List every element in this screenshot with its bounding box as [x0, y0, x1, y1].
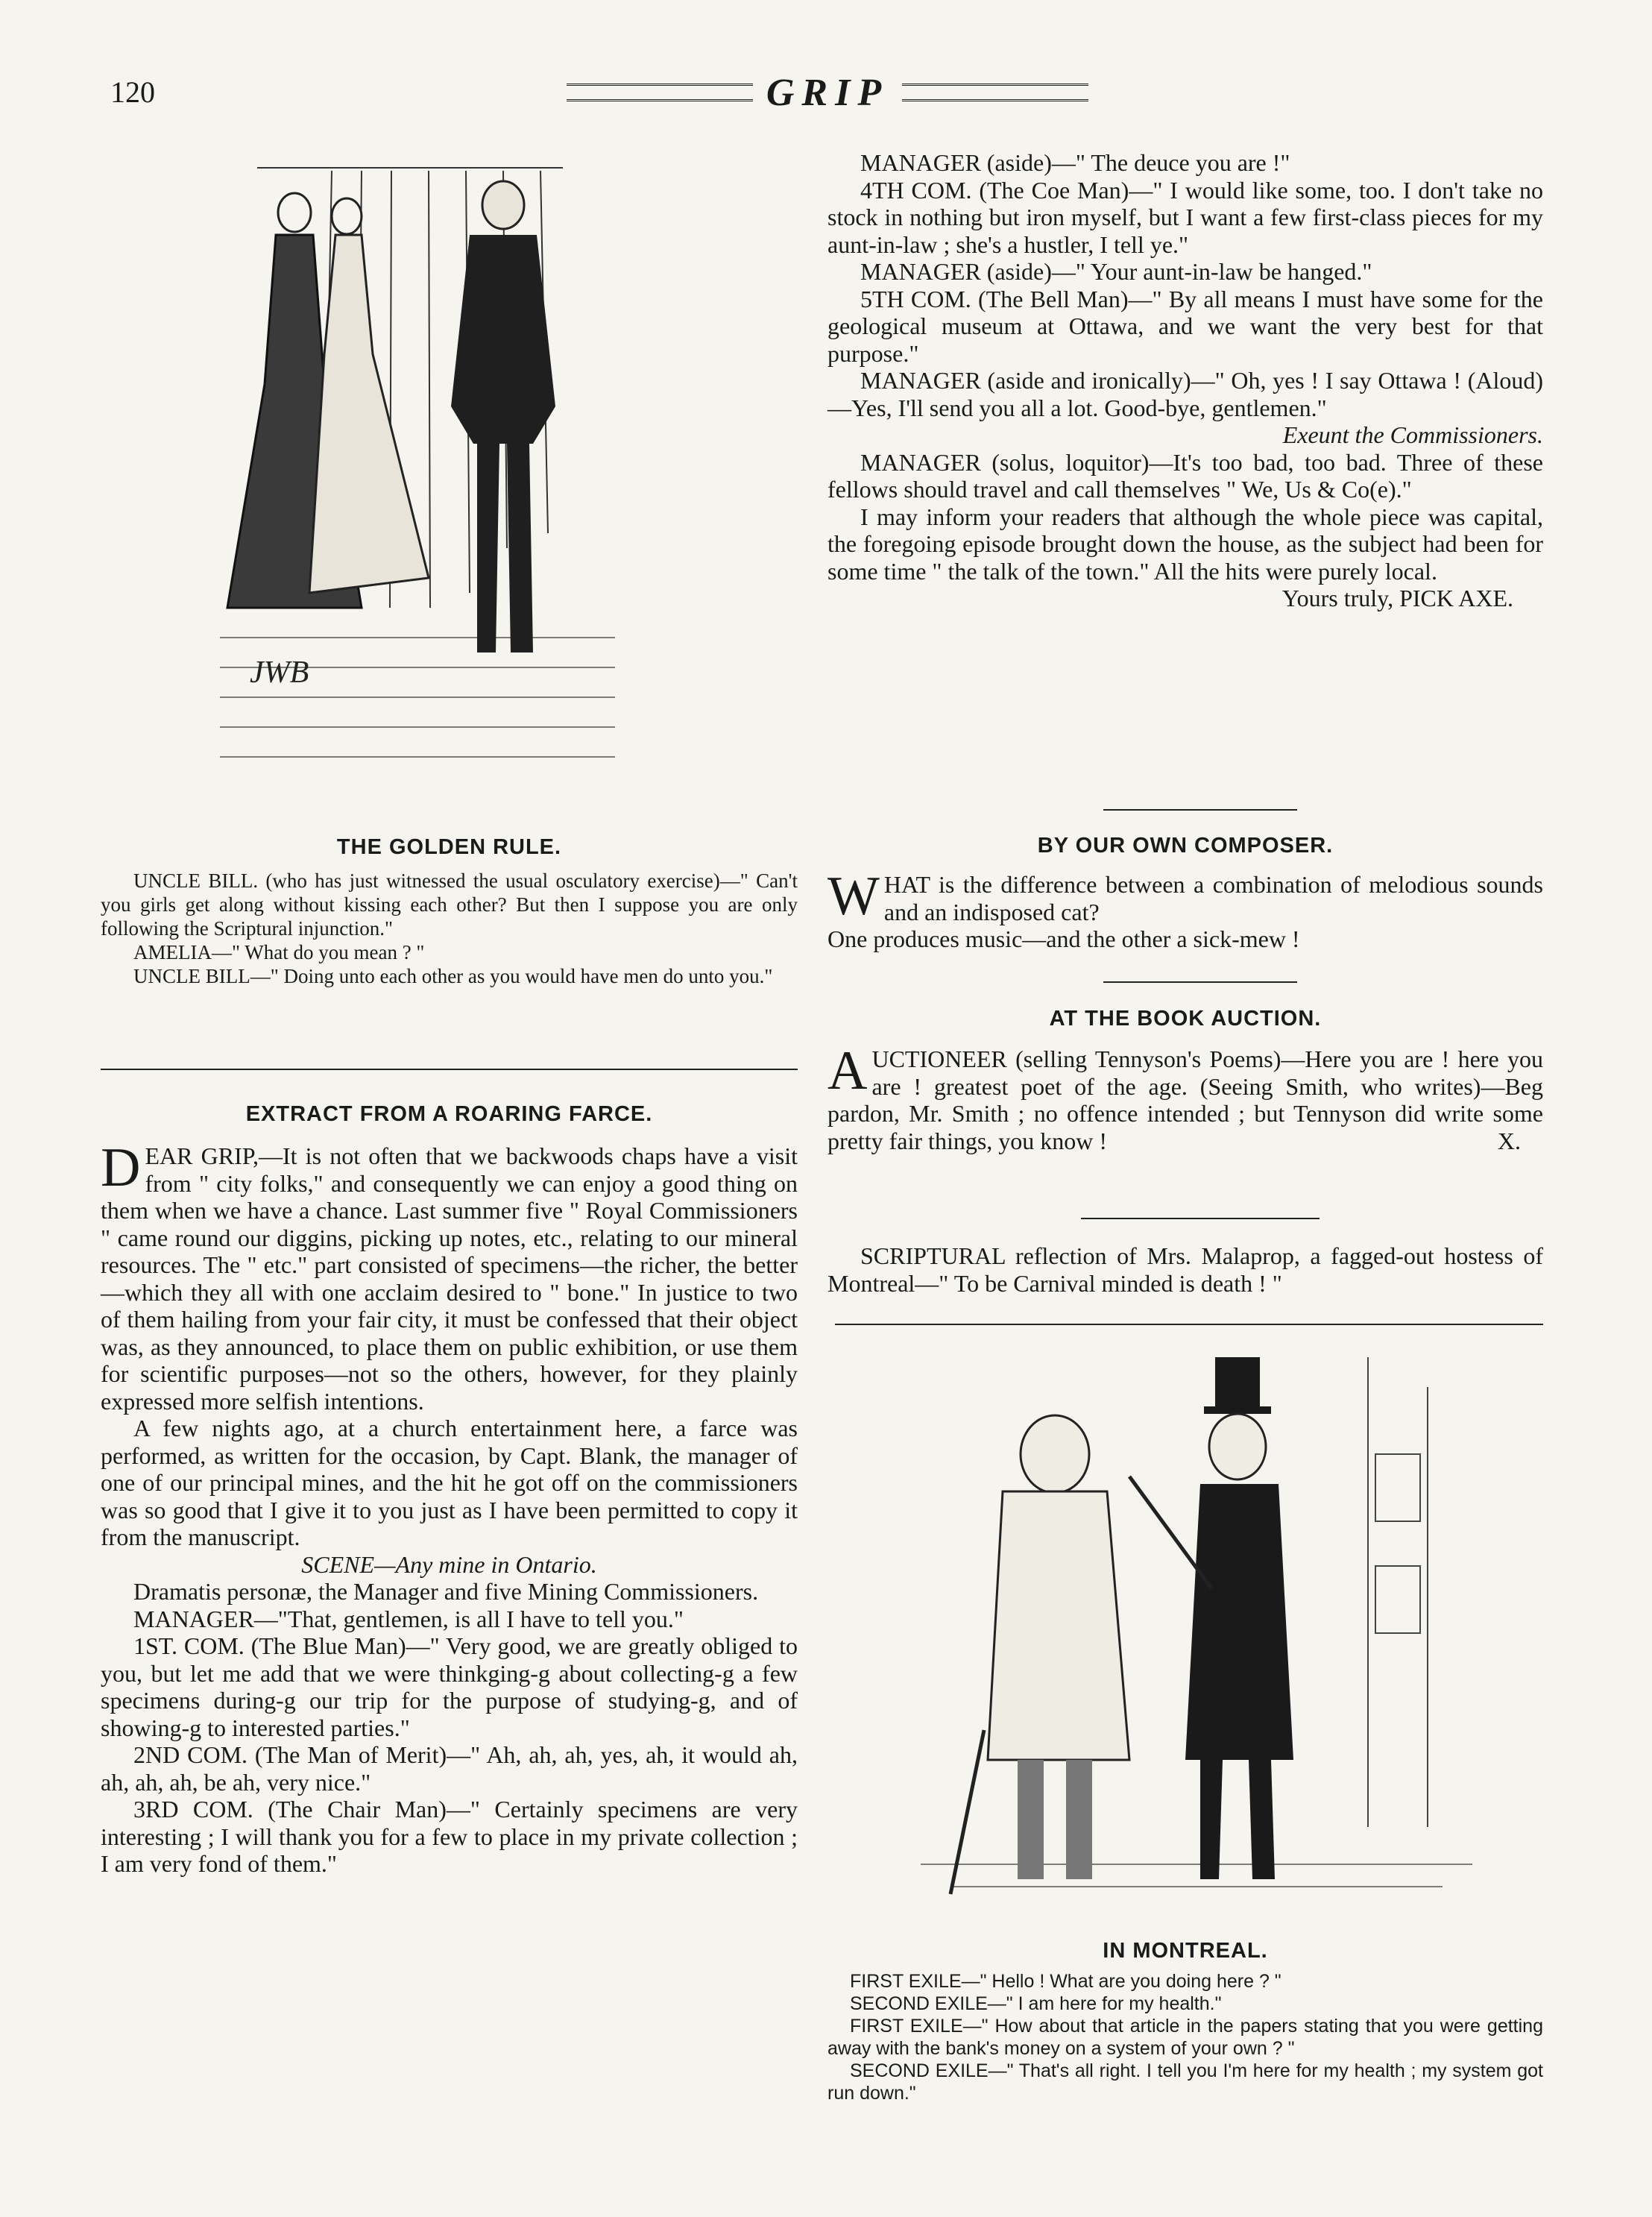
golden-rule-illustration	[212, 160, 630, 831]
farce-title: EXTRACT FROM A ROARING FARCE.	[245, 1102, 653, 1126]
farce-paragraph: A few nights ago, at a church entertainment here, a farce was performed, as written for the occasion, by Capt. Blank, the manager of one of our principal mines, and the hit he got off on the commissioners was so good that I give it to you just as I have been permitted to copy it from the manuscript.	[101, 1415, 798, 1550]
farce-scene: SCENE—Any mine in Ontario.	[301, 1550, 597, 1578]
farce-paragraph: 3RD COM. (The Chair Man)—" Certainly specimens are very interesting ; I will thank you for a few to place in my private collection ; I am very fond of them."	[101, 1796, 798, 1877]
golden-rule-dialogue	[101, 869, 798, 988]
composer-paragraph: HAT is the difference between a combination of melodious sounds and an indisposed cat?	[883, 871, 1543, 925]
auction-title: AT THE BOOK AUCTION.	[1049, 1007, 1322, 1031]
farce-paragraph: MANAGER (solus, loquitor)—It's too bad, too bad. Three of these fellows should travel and call themselves " We, Us & Co(e)."	[827, 448, 1543, 503]
farce-paragraph: MANAGER—"That, gentlemen, is all I have to tell you."	[133, 1605, 684, 1632]
composer-paragraph: One produces music—and the other a sick-mew !	[827, 925, 1300, 952]
farce-paragraph: 1ST. COM. (The Blue Man)—" Very good, we are greatly obliged to you, but let me add that we were thinkging-g about collecting-g a few specimens during-g our trip for the purpose of studying-g, and of showing-g to interested parties."	[101, 1632, 798, 1741]
montreal-dialogue	[827, 1970, 1543, 2104]
farce-paragraph: MANAGER (aside and ironically)—" Oh, yes ! I say Ottawa ! (Aloud)—Yes, I'll send you all a lot. Good-bye, gentlemen."	[827, 367, 1543, 421]
farce-signature: Yours truly, PICK AXE.	[1281, 585, 1513, 611]
divider	[1103, 809, 1297, 811]
divider	[1103, 981, 1297, 983]
auction-dropcap: A	[827, 1040, 868, 1101]
montreal-title: IN MONTREAL.	[1103, 1939, 1268, 1963]
golden-rule-line: UNCLE BILL—" Doing unto each other as you would have men do unto you."	[133, 965, 773, 987]
page-number: 120	[110, 75, 155, 109]
golden-rule-title: THE GOLDEN RULE.	[336, 835, 562, 859]
composer-title: BY OUR OWN COMPOSER.	[1037, 834, 1334, 858]
farce-paragraph: 5TH COM. (The Bell Man)—" By all means I must have some for the geological museum at Ottawa, and we want the very best for that purpose."	[827, 285, 1543, 367]
farce-article	[101, 1137, 798, 1878]
montreal-line: FIRST EXILE—" Hello ! What are you doing here ? "	[850, 1971, 1281, 1992]
montreal-line: SECOND EXILE—" I am here for my health."	[850, 1993, 1222, 2014]
divider	[835, 1324, 1543, 1325]
golden-rule-line: AMELIA—" What do you mean ? "	[133, 941, 425, 963]
farce-paragraph: MANAGER (aside)—" The deuce you are !"	[860, 149, 1290, 176]
masthead-title: GRIP	[766, 71, 889, 114]
farce-continued	[827, 149, 1543, 612]
farce-persons: Dramatis personæ, the Manager and five Mining Commissioners.	[133, 1578, 759, 1605]
composer-article	[827, 866, 1543, 953]
composer-dropcap: W	[827, 866, 880, 927]
masthead	[567, 70, 1088, 115]
auction-paragraph: UCTIONEER (selling Tennyson's Poems)—Here you are ! here you are ! greatest poet of the age. (Seeing Smith, who writes)—Beg pardon, Mr. Smith ; no offence intended ; but Tennyson did write some pretty fair things, you know !	[827, 1045, 1543, 1154]
divider	[101, 1069, 798, 1070]
farce-paragraph: 2ND COM. (The Man of Merit)—" Ah, ah, ah, yes, ah, it would ah, ah, ah, ah, be ah, very nice."	[101, 1741, 798, 1796]
malaprop-paragraph: SCRIPTURAL reflection of Mrs. Malaprop, a fagged-out hostess of Montreal—" To be Carnival minded is death ! "	[827, 1242, 1543, 1297]
montreal-line: SECOND EXILE—" That's all right. I tell you I'm here for my health ; my system got run down."	[827, 2060, 1543, 2104]
auction-article	[827, 1040, 1543, 1155]
farce-dropcap: D	[101, 1137, 141, 1198]
masthead-rule-left	[567, 84, 753, 101]
farce-paragraph: MANAGER (aside)—" Your aunt-in-law be hanged."	[860, 258, 1372, 285]
farce-paragraph: I may inform your readers that although the whole piece was capital, the foregoing episode brought down the house, as the subject had been for some time " the talk of the town." All the hits were purely local.	[827, 503, 1543, 585]
farce-paragraph: 4TH COM. (The Coe Man)—" I would like some, too. I don't take no stock in nothing but iron myself, but I want a few first-class pieces for my aunt-in-law ; she's a hustler, I tell ye."	[827, 176, 1543, 258]
malaprop-item	[827, 1242, 1543, 1297]
golden-rule-line: UNCLE BILL. (who has just witnessed the usual osculatory exercise)—" Can't you girls get along without kissing each other? But then I suppose you are only following the Scriptural injunction."	[101, 869, 798, 940]
montreal-line: FIRST EXILE—" How about that article in the papers stating that you were getting away with the bank's money on a system of your own ? "	[827, 2016, 1543, 2059]
auction-signature: X.	[1497, 1128, 1521, 1154]
farce-exeunt: Exeunt the Commissioners.	[1282, 421, 1543, 448]
montreal-illustration	[906, 1342, 1495, 1931]
farce-paragraph: EAR GRIP,—It is not often that we backwoods chaps have a visit from " city folks," and consequently we can enjoy a good thing on them when we have a chance. Last summer five " Royal Commissioners " came round our diggins, picking up notes, etc., relating to our mineral resources. The " etc." part consisted of specimens—the richer, the better—which they all with one acclaim desired to " bone." In justice to two of them hailing from your fair city, it must be confessed that their object was, as they announced, to place them on public exhibition, or use them for scientific purposes—not so the others, however, for they plainly expressed more selfish intentions.	[101, 1142, 798, 1415]
masthead-rule-right	[902, 84, 1088, 101]
divider	[1081, 1218, 1320, 1219]
illustration-signature: JWB	[250, 655, 309, 690]
